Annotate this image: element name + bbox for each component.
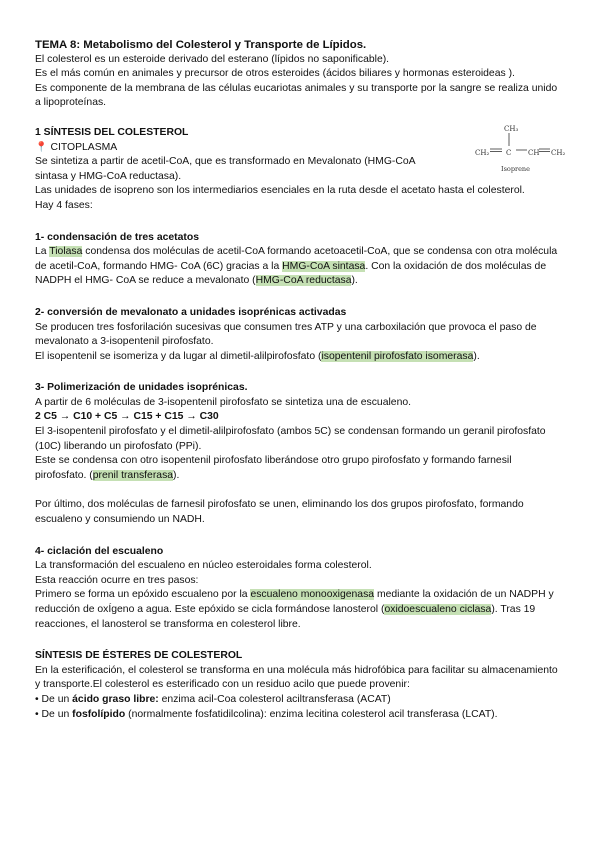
fase4-p2: Esta reacción ocurre en tres pasos:	[35, 574, 199, 586]
enzyme-tiolasa: Tiolasa	[49, 246, 83, 258]
pin-icon: 📍	[35, 141, 48, 153]
bullet-1-post: enzima acil-Coa colesterol aciltransferasa (ACAT)	[158, 693, 391, 705]
fase3-p3	[35, 454, 565, 483]
fase1-heading: 1- condensación de tres acetatos	[35, 231, 199, 243]
fase3-reaction: 2 C5 → C10 + C5 → C15 + C15 → C30	[35, 411, 219, 423]
spacer	[35, 483, 565, 498]
fase2-text-1: El isopentenil se isomeriza y da lugar al dimetil-alilpirofosfato (	[35, 350, 322, 362]
intro-line-3: Es componente de la membrana de las células eucariotas animales y su transporte por la sangre se realiza unido a lipoproteínas.	[35, 82, 558, 109]
location-label: CITOPLASMA	[50, 141, 118, 153]
fase3-text-2: ).	[173, 469, 180, 481]
enzyme-isopentenil-isomerasa: isopentenil pirofosfato isomerasa	[321, 350, 474, 362]
section-sintesis-heading: 1 SÍNTESIS DEL COLESTEROL	[35, 126, 189, 138]
fase1-text-1: La	[35, 246, 50, 258]
bullet-2-bold: fosfolípido	[72, 708, 126, 720]
section-esteres-heading: SÍNTESIS DE ÉSTERES DE COLESTEROL	[35, 650, 243, 662]
fase2-p2	[35, 350, 565, 365]
esteres-p1: En la esterificación, el colesterol se transforma en una molécula más hidrofóbica para facilitar su almacenamiento y transporte.El colesterol es esterificado con un residuo acilo que puede provenir:	[35, 664, 558, 691]
fase4-heading: 4- ciclación del escualeno	[35, 545, 164, 557]
enzyme-hmg-coa-sintasa: HMG-CoA sintasa	[282, 260, 366, 272]
fase3-text-1: Este se condensa con otro isopentenil pirofosfato liberándose otro grupo pirofosfato y formando farnesil pirofosfato. (	[35, 455, 512, 481]
isoprene-ch2-right: CH₂	[551, 149, 566, 157]
document-title: TEMA 8: Metabolismo del Colesterol y Transporte de Lípidos.	[35, 39, 367, 51]
fase4-p3	[35, 588, 565, 632]
esteres-bullet-1	[35, 693, 565, 708]
fase3-p4: Por último, dos moléculas de farnesil pirofosfato se unen, eliminando los dos grupos pirofosfato, formando escualeno y consumiendo un NADH.	[35, 499, 524, 526]
fase3-heading: 3- Polimerización de unidades isoprénicas.	[35, 382, 248, 394]
isoprene-label: Isoprene	[501, 165, 530, 173]
bullet-1-pre: • De un	[35, 693, 73, 705]
isoprene-ch2-left: CH₂	[475, 149, 490, 157]
fase3-p1: A partir de 6 moléculas de 3-isopentenil pirofosfato se sintetiza una de escualeno.	[35, 396, 412, 408]
fase4-text-2: mediante la oxidación de un NADPH y reducción de oxÍgeno a agua. Este epóxido se cicla formándose lanosterol (	[35, 589, 554, 615]
enzyme-prenil-transferasa: prenil transferasa	[92, 469, 174, 481]
fase2-p1: Se producen tres fosforilación sucesivas que consumen tres ATP y una carboxilación que provoca el paso de mevalonato a 3-isopentenil pirofosfato.	[35, 321, 537, 348]
sintesis-p2: Las unidades de isopreno son los intermediarios esenciales en la ruta desde el acetato hasta el colesterol.	[35, 185, 525, 197]
fase4-p1: La transformación del escualeno en núcleo esteroidales forma colesterol.	[35, 560, 372, 572]
fase1-paragraph	[35, 245, 565, 289]
fase4-text-3: ). Tras 19 reacciones, el lanosterol se transforma en colesterol libre.	[35, 604, 536, 630]
fase4-text-1: Primero se forma un epóxido escualeno por la	[35, 589, 251, 601]
location-line	[35, 141, 565, 156]
enzyme-hmg-coa-reductasa: HMG-CoA reductasa	[255, 275, 352, 287]
enzyme-escualeno-monooxigenasa: escualeno monooxigenasa	[250, 589, 375, 601]
isoprene-ch3: CH₃	[504, 125, 519, 133]
bullet-2-post: (normalmente fosfatidilcolina): enzima lecitina colesterol acil transferasa (LCAT).	[125, 708, 498, 720]
isoprene-c: C	[506, 149, 512, 157]
enzyme-oxidoescualeno-ciclasa: oxidoescualeno ciclasa	[384, 604, 492, 615]
sintesis-p3: Hay 4 fases:	[35, 199, 93, 211]
intro-line-1: El colesterol es un esteroide derivado del esterano (lípidos no saponificable).	[35, 53, 390, 65]
fase2-text-2: ).	[473, 350, 480, 362]
sintesis-p1: Se sintetiza a partir de acetil-CoA, que es transformado en Mevalonato (HMG-CoA sintasa y HMG-CoA reductasa).	[35, 156, 416, 182]
fase2-heading: 2- conversión de mevalonato a unidades isoprénicas activadas	[35, 306, 347, 318]
fase1-text-2: condensa dos moléculas de acetil-CoA formando acetoacetil-CoA, que se condensa con otra molécula de acetil-CoA, formando HMG- CoA (6C) gracias a la	[35, 246, 558, 272]
fase1-text-4: ).	[351, 275, 358, 287]
isoprene-ch: CH	[528, 149, 540, 157]
fase1-text-3: . Con la oxidación de dos moléculas de NADPH el HMG- CoA se reduce a mevalonato (	[35, 260, 547, 287]
document-page	[35, 38, 565, 722]
esteres-bullet-2	[35, 708, 565, 723]
bullet-2-pre: • De un	[35, 708, 73, 720]
bullet-1-bold: ácido graso libre:	[72, 693, 159, 705]
intro-line-2: Es el más común en animales y precursor de otros esteroides (ácidos biliares y hormonas esteroideas ).	[35, 68, 515, 80]
fase3-p2: El 3-isopentenil pirofosfato y el dimetil-alilpirofosfato (ambos 5C) se condensan formando un geranil pirofosfato (10C) liberando un pirofosfato (PPi).	[35, 426, 546, 452]
